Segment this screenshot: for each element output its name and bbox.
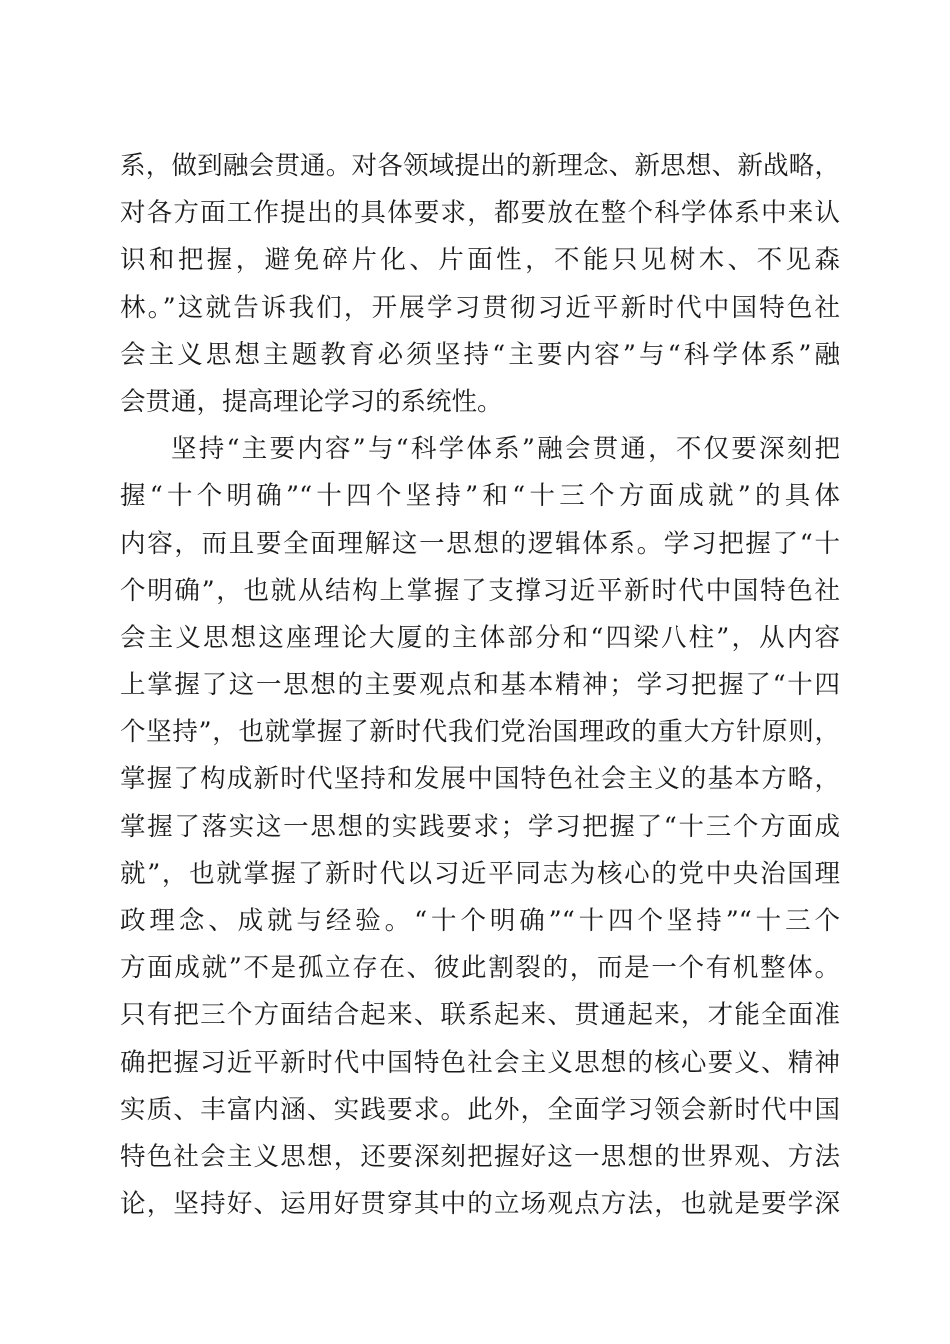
text-line: 会主义思想这座理论大厦的主体部分和“四梁八柱”，从内容 bbox=[120, 622, 840, 653]
text-line-indented: 坚持“主要内容”与“科学体系”融会贯通，不仅要深刻把 bbox=[171, 434, 840, 465]
paragraph-2 bbox=[120, 426, 840, 1228]
document-body bbox=[120, 143, 840, 1228]
text-line: 就”，也就掌握了新时代以习近平同志为核心的党中央治国理 bbox=[120, 858, 840, 889]
text-line: 掌握了落实这一思想的实践要求；学习把握了“十三个方面成 bbox=[120, 811, 840, 842]
text-line: 特色社会主义思想，还要深刻把握好这一思想的世界观、方法 bbox=[120, 1141, 840, 1172]
text-line: 政理念、成就与经验。“十个明确”“十四个坚持”“十三个 bbox=[120, 906, 840, 936]
text-line: 论，坚持好、运用好贯穿其中的立场观点方法，也就是要学深 bbox=[120, 1189, 840, 1220]
text-line: 方面成就”不是孤立存在、彼此割裂的，而是一个有机整体。 bbox=[120, 953, 840, 984]
text-line: 确把握习近平新时代中国特色社会主义思想的核心要义、精神 bbox=[120, 1047, 840, 1078]
text-line: 上掌握了这一思想的主要观点和基本精神；学习把握了“十四 bbox=[120, 670, 840, 701]
text-line: 掌握了构成新时代坚持和发展中国特色社会主义的基本方略， bbox=[120, 764, 840, 795]
text-line: 握“十个明确”“十四个坚持”和“十三个方面成就”的具体 bbox=[120, 481, 840, 512]
text-line: 只有把三个方面结合起来、联系起来、贯通起来，才能全面准 bbox=[120, 1000, 840, 1031]
text-line: 个明确”，也就从结构上掌握了支撑习近平新时代中国特色社 bbox=[120, 575, 840, 606]
text-line: 林。”这就告诉我们，开展学习贯彻习近平新时代中国特色社 bbox=[120, 292, 840, 323]
text-line: 系，做到融会贯通。对各领域提出的新理念、新思想、新战略， bbox=[120, 151, 840, 181]
text-line: 个坚持”，也就掌握了新时代我们党治国理政的重大方针原则， bbox=[120, 717, 840, 748]
text-line: 会主义思想主题教育必须坚持“主要内容”与“科学体系”融 bbox=[120, 339, 840, 370]
text-line: 对各方面工作提出的具体要求，都要放在整个科学体系中来认 bbox=[120, 198, 840, 229]
text-line: 内容，而且要全面理解这一思想的逻辑体系。学习把握了“十 bbox=[120, 528, 840, 559]
text-line: 识和把握，避免碎片化、片面性，不能只见树木、不见森 bbox=[120, 245, 840, 276]
paragraph-1 bbox=[120, 143, 840, 426]
text-line: 实质、丰富内涵、实践要求。此外，全面学习领会新时代中国 bbox=[120, 1094, 840, 1125]
text-line: 会贯通，提高理论学习的系统性。 bbox=[120, 386, 503, 417]
